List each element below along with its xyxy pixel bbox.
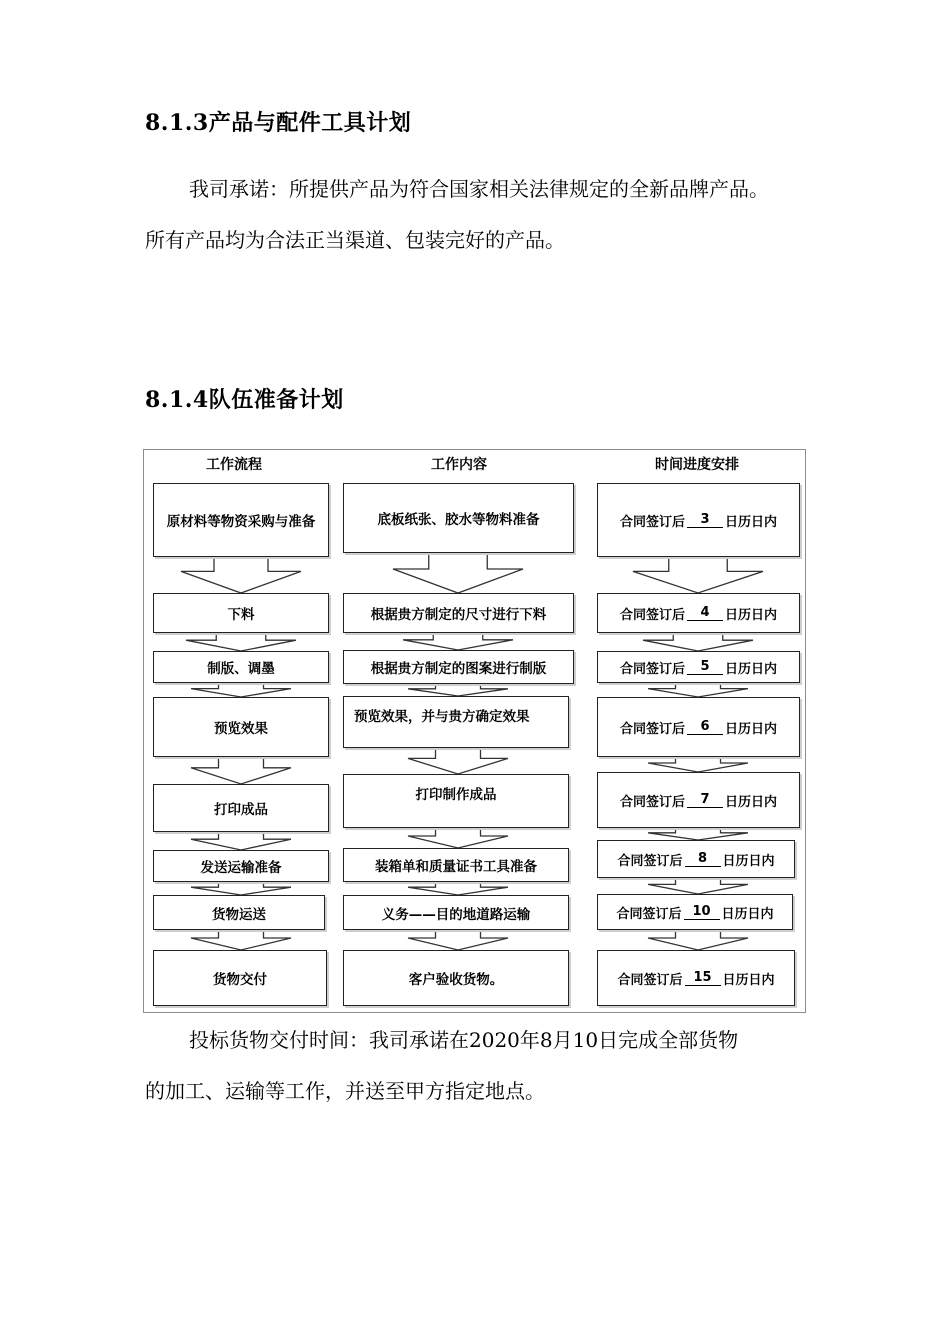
team-preparation-flowchart [143,449,806,1013]
schedule-suffix: 日历日内 [725,607,778,623]
schedule-prefix: 合同签订后 [617,853,683,869]
schedule-suffix: 日历日内 [721,906,774,922]
schedule-suffix: 日历日内 [725,661,778,677]
schedule-item [597,651,800,683]
column-header-content: 工作内容 [431,457,487,473]
schedule-days: 15 [685,970,721,986]
column-header-process: 工作流程 [206,457,262,473]
schedule-suffix: 日历日内 [722,972,775,988]
content-road-transport: 义务——目的地道路运输 [343,895,569,930]
schedule-item [597,697,800,757]
flow-down-arrow [408,748,508,774]
flow-down-arrow [191,882,291,895]
process-step-shipping-prep: 发送运输准备 [153,850,329,882]
flow-down-arrow [648,930,748,950]
flow-down-arrow [191,683,291,697]
flow-down-arrow [408,828,508,848]
process-step-platemaking: 制版、调墨 [153,651,329,683]
schedule-item [597,772,800,828]
schedule-prefix: 合同签订后 [619,607,685,623]
column-header-schedule: 时间进度安排 [655,457,739,473]
schedule-item [597,483,800,557]
schedule-item [597,593,800,633]
content-cut-to-size: 根据贵方制定的尺寸进行下料 [343,593,574,633]
schedule-item [597,894,793,930]
paragraph-line: 所有产品均为合法正当渠道、包装完好的产品。 [145,228,565,252]
paragraph-line: 我司承诺：所提供产品为符合国家相关法律规定的全新品牌产品。 [189,177,769,201]
content-customer-acceptance: 客户验收货物。 [343,950,569,1006]
schedule-days: 3 [687,512,723,528]
process-step-delivery: 货物交付 [153,950,327,1006]
schedule-days: 5 [687,659,723,675]
schedule-suffix: 日历日内 [725,514,778,530]
flow-down-arrow [403,633,513,650]
flow-down-arrow [648,683,748,697]
content-print-products: 打印制作成品 [343,774,569,828]
flow-down-arrow [408,930,508,950]
schedule-prefix: 合同签订后 [619,661,685,677]
schedule-prefix: 合同签订后 [619,514,685,530]
schedule-days: 6 [687,719,723,735]
schedule-days: 7 [687,792,723,808]
flow-down-arrow [408,684,508,696]
flow-down-arrow [186,633,296,651]
flow-down-arrow [648,757,748,772]
schedule-prefix: 合同签订后 [619,721,685,737]
schedule-prefix: 合同签订后 [617,972,683,988]
schedule-suffix: 日历日内 [722,853,775,869]
schedule-days: 10 [684,904,720,920]
schedule-prefix: 合同签订后 [616,906,682,922]
flow-down-arrow [191,757,291,784]
flow-down-arrow [648,828,748,840]
schedule-suffix: 日历日内 [725,721,778,737]
flow-down-arrow [191,930,291,950]
process-step-printing: 打印成品 [153,784,329,832]
content-packing-docs: 装箱单和质量证书工具准备 [343,848,569,882]
flow-down-arrow [643,633,753,651]
process-step-cutting: 下料 [153,593,329,633]
paragraph-line: 投标货物交付时间：我司承诺在2020年8月10日完成全部货物 [189,1028,739,1052]
flow-down-arrow [633,557,763,593]
section-title-813: 8.1.3产品与配件工具计划 [145,110,412,136]
flow-down-arrow [191,832,291,850]
paragraph-line: 的加工、运输等工作，并送至甲方指定地点。 [145,1079,545,1103]
schedule-prefix: 合同签订后 [619,794,685,810]
content-materials-prep: 底板纸张、胶水等物料准备 [343,483,574,553]
schedule-item [597,950,795,1006]
content-confirm-effect: 预览效果，并与贵方确定效果 [343,696,569,748]
flow-down-arrow [408,882,508,895]
flow-down-arrow [648,878,748,894]
schedule-item [597,840,795,878]
process-step-procurement: 原材料等物资采购与准备 [153,483,329,557]
delivery-time-paragraph [145,1015,817,1117]
process-step-preview: 预览效果 [153,697,329,757]
flow-down-arrow [181,557,301,593]
schedule-days: 8 [685,851,721,867]
schedule-days: 4 [687,605,723,621]
product-commitment-paragraph [145,164,817,266]
flow-down-arrow [393,553,523,593]
schedule-suffix: 日历日内 [725,794,778,810]
section-title-814: 8.1.4队伍准备计划 [145,387,344,413]
process-step-transport: 货物运送 [153,895,325,930]
content-make-plate: 根据贵方制定的图案进行制版 [343,650,574,684]
